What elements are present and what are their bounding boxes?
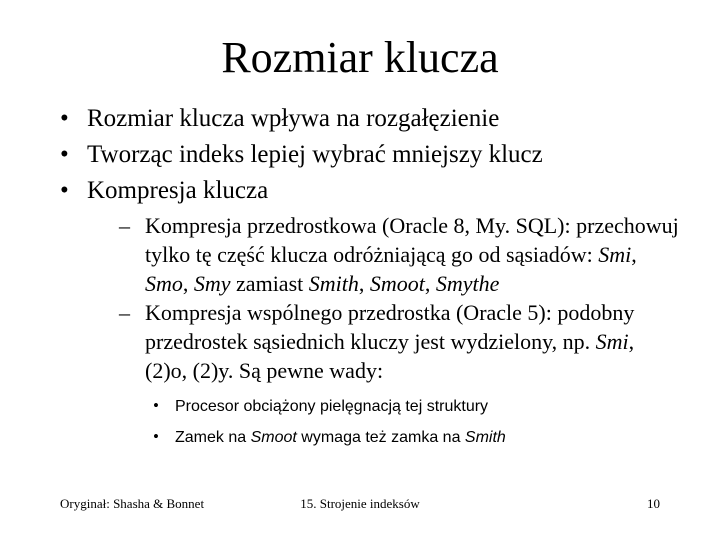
slide-title: Rozmiar klucza [221, 33, 499, 82]
bullet-marker: • [60, 105, 69, 132]
bullet-list [60, 101, 680, 453]
bullet-text: Rozmiar klucza wpływa na rozgałęzienie [87, 105, 500, 132]
sub-sub-bullet-text: Zamek na Smoot wymaga też zamka na Smith [175, 429, 506, 446]
bullet-text: Tworząc indeks lepiej wybrać mniejszy klucz [87, 141, 543, 168]
bullet-item [60, 173, 680, 453]
bullet-marker: • [60, 141, 69, 168]
sub-bullet-text: Kompresja przedrostkowa (Oracle 8, My. SQL): przechowuj tylko tę część klucza odróżniającą go od sąsiadów: Smi, Smo, Smy zamiast Smith, Smoot, Smythe [145, 213, 679, 296]
dash-marker: – [119, 213, 130, 238]
sub-bullet-item [119, 211, 680, 298]
bullet-item [60, 101, 680, 137]
bullet-marker: • [60, 177, 69, 204]
sub-bullet-text: Kompresja wspólnego przedrostka (Oracle 5): podobny przedrostek sąsiednich kluczy jest wydzielony, np. Smi, (2)o, (2)y. Są pewne wady: [145, 300, 635, 383]
sub-sub-bullet-item [153, 422, 680, 453]
bullet-text: Kompresja klucza [87, 177, 269, 204]
footer-source: Oryginał: Shasha & Bonnet [60, 496, 205, 511]
bullet-marker: • [153, 396, 159, 415]
sub-bullet-item [119, 298, 680, 453]
dash-marker: – [119, 300, 130, 325]
sub-bullet-list [87, 211, 680, 453]
bullet-marker: • [153, 427, 159, 446]
footer-chapter: 15. Strojenie indeksów [300, 496, 420, 511]
sub-sub-bullet-text: Procesor obciążony pielęgnacją tej struktury [175, 398, 489, 415]
bullet-item [60, 137, 680, 173]
sub-sub-bullet-list [153, 391, 680, 453]
footer-page-number: 10 [647, 496, 660, 511]
sub-sub-bullet-item [153, 391, 680, 422]
